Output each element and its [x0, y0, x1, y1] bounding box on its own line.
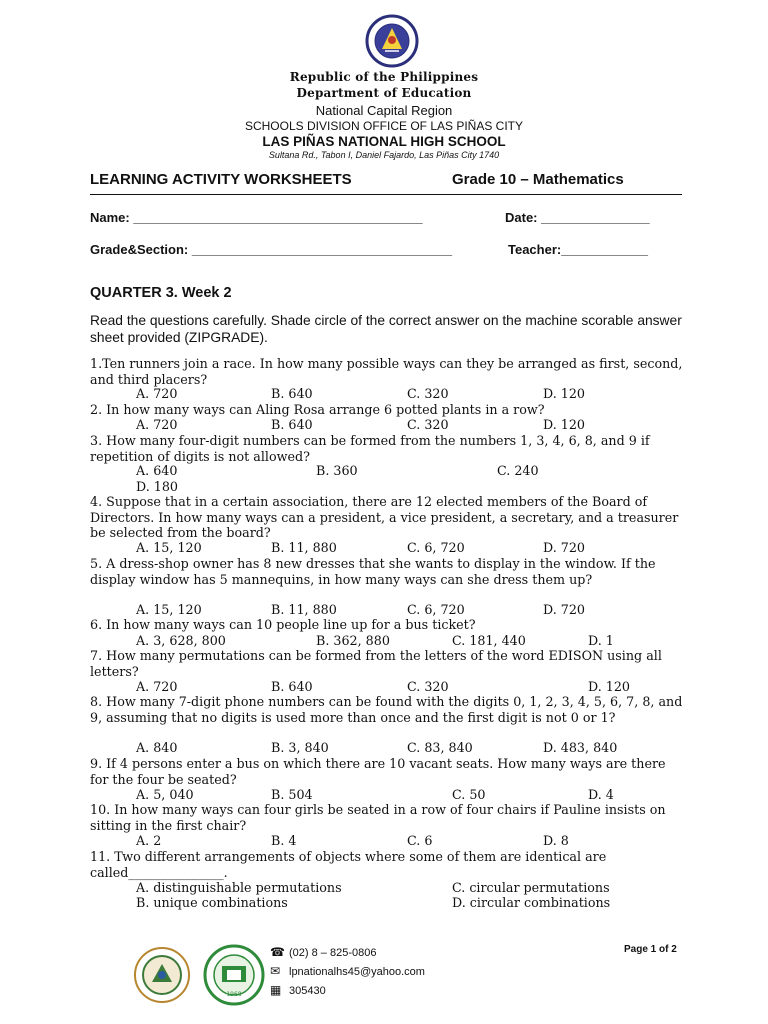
- footer-id: 305430: [289, 985, 326, 997]
- q6-option-b: B. 362, 880: [316, 633, 390, 648]
- q2-option-d: D. 120: [543, 417, 586, 432]
- q11-option-c: C. circular permutations: [452, 880, 610, 895]
- worksheet-title: LEARNING ACTIVITY WORKSHEETS: [90, 171, 352, 188]
- q9-option-c: C. 50: [452, 787, 486, 802]
- school-seal-year: 1968: [226, 991, 242, 998]
- q10-option-a: A. 2: [136, 833, 162, 848]
- q3-option-a: A. 640: [136, 463, 178, 478]
- question-9: 9. If 4 persons enter a bus on which there are 10 vacant seats. How many ways are there for the four be seated?: [90, 756, 666, 787]
- q1-option-a: A. 720: [136, 386, 178, 401]
- q7-option-a: A. 720: [136, 679, 178, 694]
- q8-option-b: B. 3, 840: [271, 740, 329, 755]
- q10-option-c: C. 6: [407, 833, 433, 848]
- header-department: Department of Education: [296, 86, 472, 100]
- phone-icon: ☎: [270, 945, 285, 959]
- question-10: 10. In how many ways can four girls be seated in a row of four chairs if Pauline insists on sitting in the first chair?: [90, 802, 666, 833]
- worksheet-grade: Grade 10 – Mathematics: [452, 171, 624, 188]
- q8-option-c: C. 83, 840: [407, 740, 473, 755]
- q8-option-d: D. 483, 840: [543, 740, 618, 755]
- q2-option-c: C. 320: [407, 417, 449, 432]
- name-field[interactable]: Name: ________________________________________: [90, 210, 423, 225]
- question-3: 3. How many four-digit numbers can be formed from the numbers 1, 3, 4, 6, 8, and 9 if repetition of digits is not allowed?: [90, 433, 650, 464]
- q7-option-c: C. 320: [407, 679, 449, 694]
- q1-option-b: B. 640: [271, 386, 313, 401]
- q7-option-d: D. 120: [588, 679, 631, 694]
- q8-option-a: A. 840: [136, 740, 178, 755]
- header-address: Sultana Rd., Tabon I, Daniel Fajardo, Las Piñas City 1740: [268, 150, 500, 160]
- q6-option-c: C. 181, 440: [452, 633, 526, 648]
- q4-option-a: A. 15, 120: [136, 540, 202, 555]
- date-field[interactable]: Date: _______________: [505, 210, 650, 225]
- q10-option-d: D. 8: [543, 833, 569, 848]
- email-icon: ✉: [270, 964, 281, 978]
- header-region: National Capital Region: [315, 103, 453, 118]
- q9-option-a: A. 5, 040: [136, 787, 194, 802]
- q7-option-b: B. 640: [271, 679, 313, 694]
- q6-option-d: D. 1: [588, 633, 614, 648]
- q6-option-a: A. 3, 628, 800: [136, 633, 226, 648]
- q2-option-a: A. 720: [136, 417, 178, 432]
- q9-option-b: B. 504: [271, 787, 313, 802]
- q4-option-d: D. 720: [543, 540, 586, 555]
- question-7: 7. How many permutations can be formed from the letters of the word EDISON using all letters?: [90, 648, 662, 679]
- q1-option-c: C. 320: [407, 386, 449, 401]
- teacher-field[interactable]: Teacher:____________: [508, 242, 648, 257]
- question-2: 2. In how many ways can Aling Rosa arrange 6 potted plants in a row?: [90, 402, 545, 417]
- question-1: 1.Ten runners join a race. In how many possible ways can they be arranged as first, second, and third placers?: [90, 356, 683, 387]
- q1-option-d: D. 120: [543, 386, 586, 401]
- q3-option-d: D. 180: [136, 479, 179, 494]
- grade-section-field[interactable]: Grade&Section: ____________________________________: [90, 242, 453, 257]
- q11-option-b: B. unique combinations: [136, 895, 288, 910]
- q11-option-a: A. distinguishable permutations: [136, 880, 342, 895]
- city-seal-logo: [128, 946, 196, 1004]
- question-4: 4. Suppose that in a certain association, there are 12 elected members of the Board of Directors. In how many ways can a president, a vice president, a secretary, and a treasurer be selected from the board?: [90, 494, 679, 540]
- header-school: LAS PIÑAS NATIONAL HIGH SCHOOL: [262, 134, 506, 149]
- deped-seal-logo: [354, 14, 430, 68]
- header-republic: Republic of the Philippines: [289, 70, 479, 84]
- q4-option-b: B. 11, 880: [271, 540, 337, 555]
- page-number: Page 1 of 2: [624, 944, 677, 955]
- title-divider: [90, 194, 682, 195]
- q5-option-a: A. 15, 120: [136, 602, 202, 617]
- school-seal-logo: [200, 944, 268, 1006]
- q5-option-c: C. 6, 720: [407, 602, 465, 617]
- q5-option-b: B. 11, 880: [271, 602, 337, 617]
- instructions: Read the questions carefully. Shade circle of the correct answer on the machine scorable answer sheet provided (ZIPGRADE).: [90, 313, 682, 345]
- q11-option-d: D. circular combinations: [452, 895, 611, 910]
- q2-option-b: B. 640: [271, 417, 313, 432]
- building-icon: ▦: [270, 983, 282, 997]
- q10-option-b: B. 4: [271, 833, 297, 848]
- q3-option-b: B. 360: [316, 463, 358, 478]
- footer-phone: (02) 8 – 825-0806: [289, 947, 377, 959]
- footer-email[interactable]: lpnationalhs45@yahoo.com: [289, 966, 425, 978]
- question-5: 5. A dress-shop owner has 8 new dresses that she wants to display in the window. If the display window has 5 mannequins, in how many ways can she dress them up?: [90, 556, 656, 587]
- quarter-heading: QUARTER 3. Week 2: [90, 285, 232, 301]
- question-6: 6. In how many ways can 10 people line up for a bus ticket?: [90, 617, 476, 632]
- question-11: 11. Two different arrangements of objects where some of them are identical are called_______________.: [90, 849, 607, 880]
- q4-option-c: C. 6, 720: [407, 540, 465, 555]
- question-8: 8. How many 7-digit phone numbers can be found with the digits 0, 1, 2, 3, 4, 5, 6, 7, 8, and 9, assuming that no digits is used more than once and the first digit is not 0 or 1?: [90, 694, 683, 725]
- q5-option-d: D. 720: [543, 602, 586, 617]
- header-division: SCHOOLS DIVISION OFFICE OF LAS PIÑAS CITY: [244, 119, 524, 133]
- q9-option-d: D. 4: [588, 787, 614, 802]
- q3-option-c: C. 240: [497, 463, 539, 478]
